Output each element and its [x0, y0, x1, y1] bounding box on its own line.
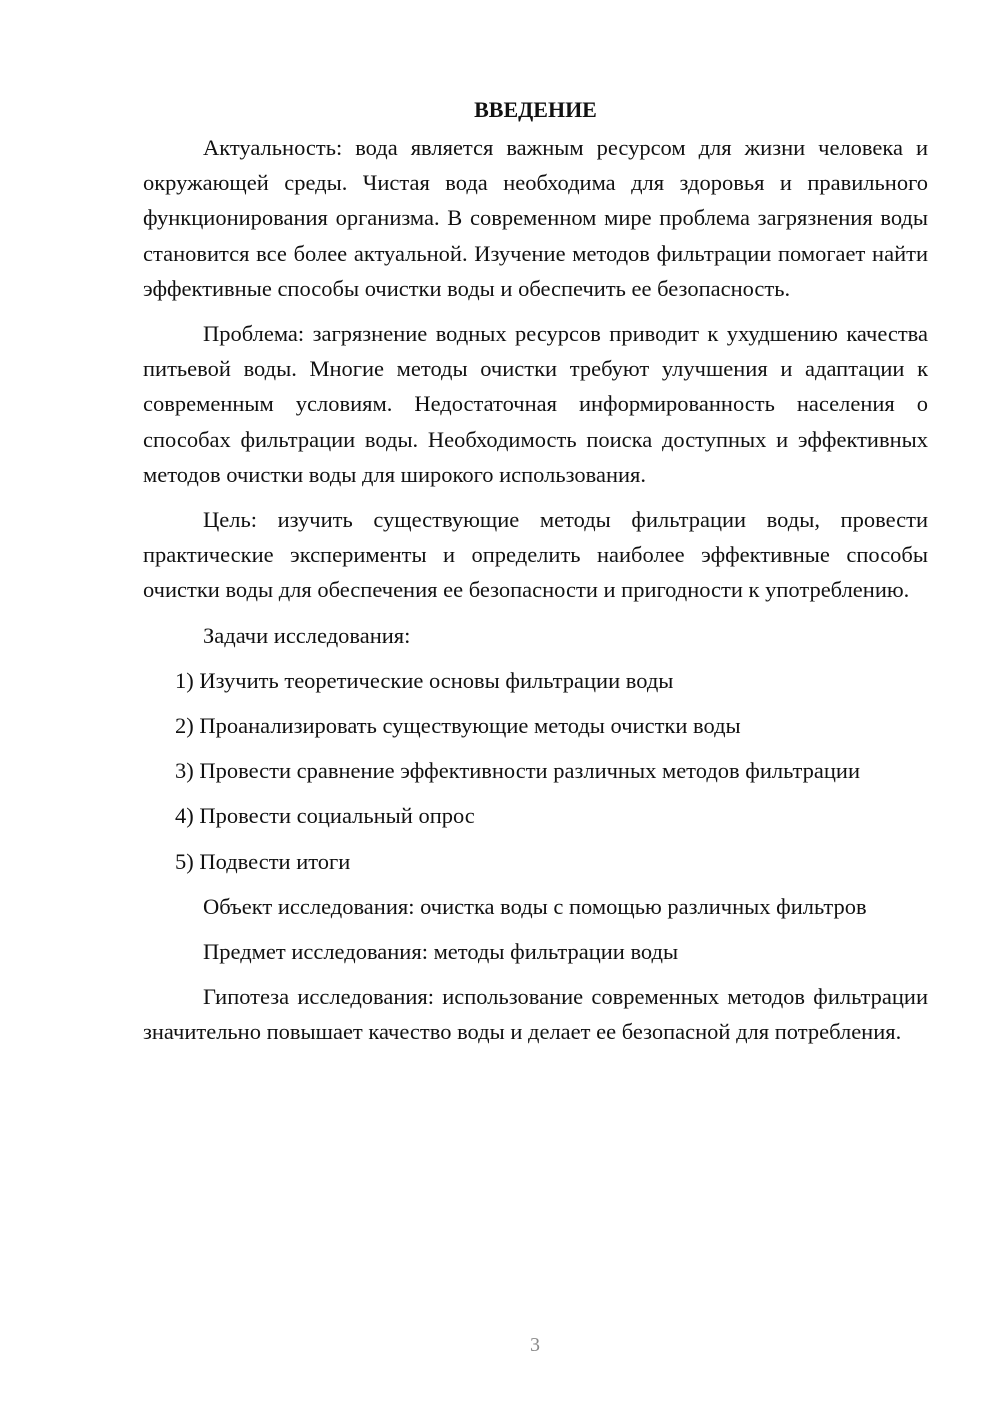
task-item-3: 3) Провести сравнение эффективности различных методов фильтрации	[175, 758, 860, 784]
relevance-paragraph: Актуальность: вода является важным ресурсом для жизни человека и окружающей среды. Чистая вода необходима для здоровья и правильного функционирования организма. В современном мире проблема загрязнения воды становится все более актуальной. Изучение методов фильтрации помогает найти эффективные способы очистки воды и обеспечить ее безопасность.	[143, 135, 928, 301]
task-item-2: 2) Проанализировать существующие методы очистки воды	[175, 713, 741, 739]
page-number: 3	[530, 1334, 540, 1356]
goal-paragraph: Цель: изучить существующие методы фильтрации воды, провести практические эксперименты и определить наиболее эффективные способы очистки воды для обеспечения ее безопасности и пригодности к употреблению.	[143, 507, 928, 603]
object-paragraph: Объект исследования: очистка воды с помощью различных фильтров	[203, 893, 867, 919]
document-page	[143, 92, 928, 1060]
problem-paragraph: Проблема: загрязнение водных ресурсов приводит к ухудшению качества питьевой воды. Многие методы очистки требуют улучшения и адаптации к современным условиям. Недостаточная информированность населения о способах фильтрации воды. Необходимость поиска доступных и эффективных методов очистки воды для широкого использования.	[143, 321, 928, 487]
tasks-heading: Задачи исследования:	[203, 622, 411, 648]
task-item-1: 1) Изучить теоретические основы фильтрации воды	[175, 667, 674, 693]
hypothesis-paragraph: Гипотеза исследования: использование современных методов фильтрации значительно повышает качество воды и делает ее безопасной для потребления.	[143, 984, 928, 1045]
subject-paragraph: Предмет исследования: методы фильтрации воды	[203, 939, 679, 965]
task-item-4: 4) Провести социальный опрос	[175, 803, 475, 829]
section-title: ВВЕДЕНИЕ	[474, 97, 597, 122]
task-item-5: 5) Подвести итоги	[175, 848, 351, 874]
